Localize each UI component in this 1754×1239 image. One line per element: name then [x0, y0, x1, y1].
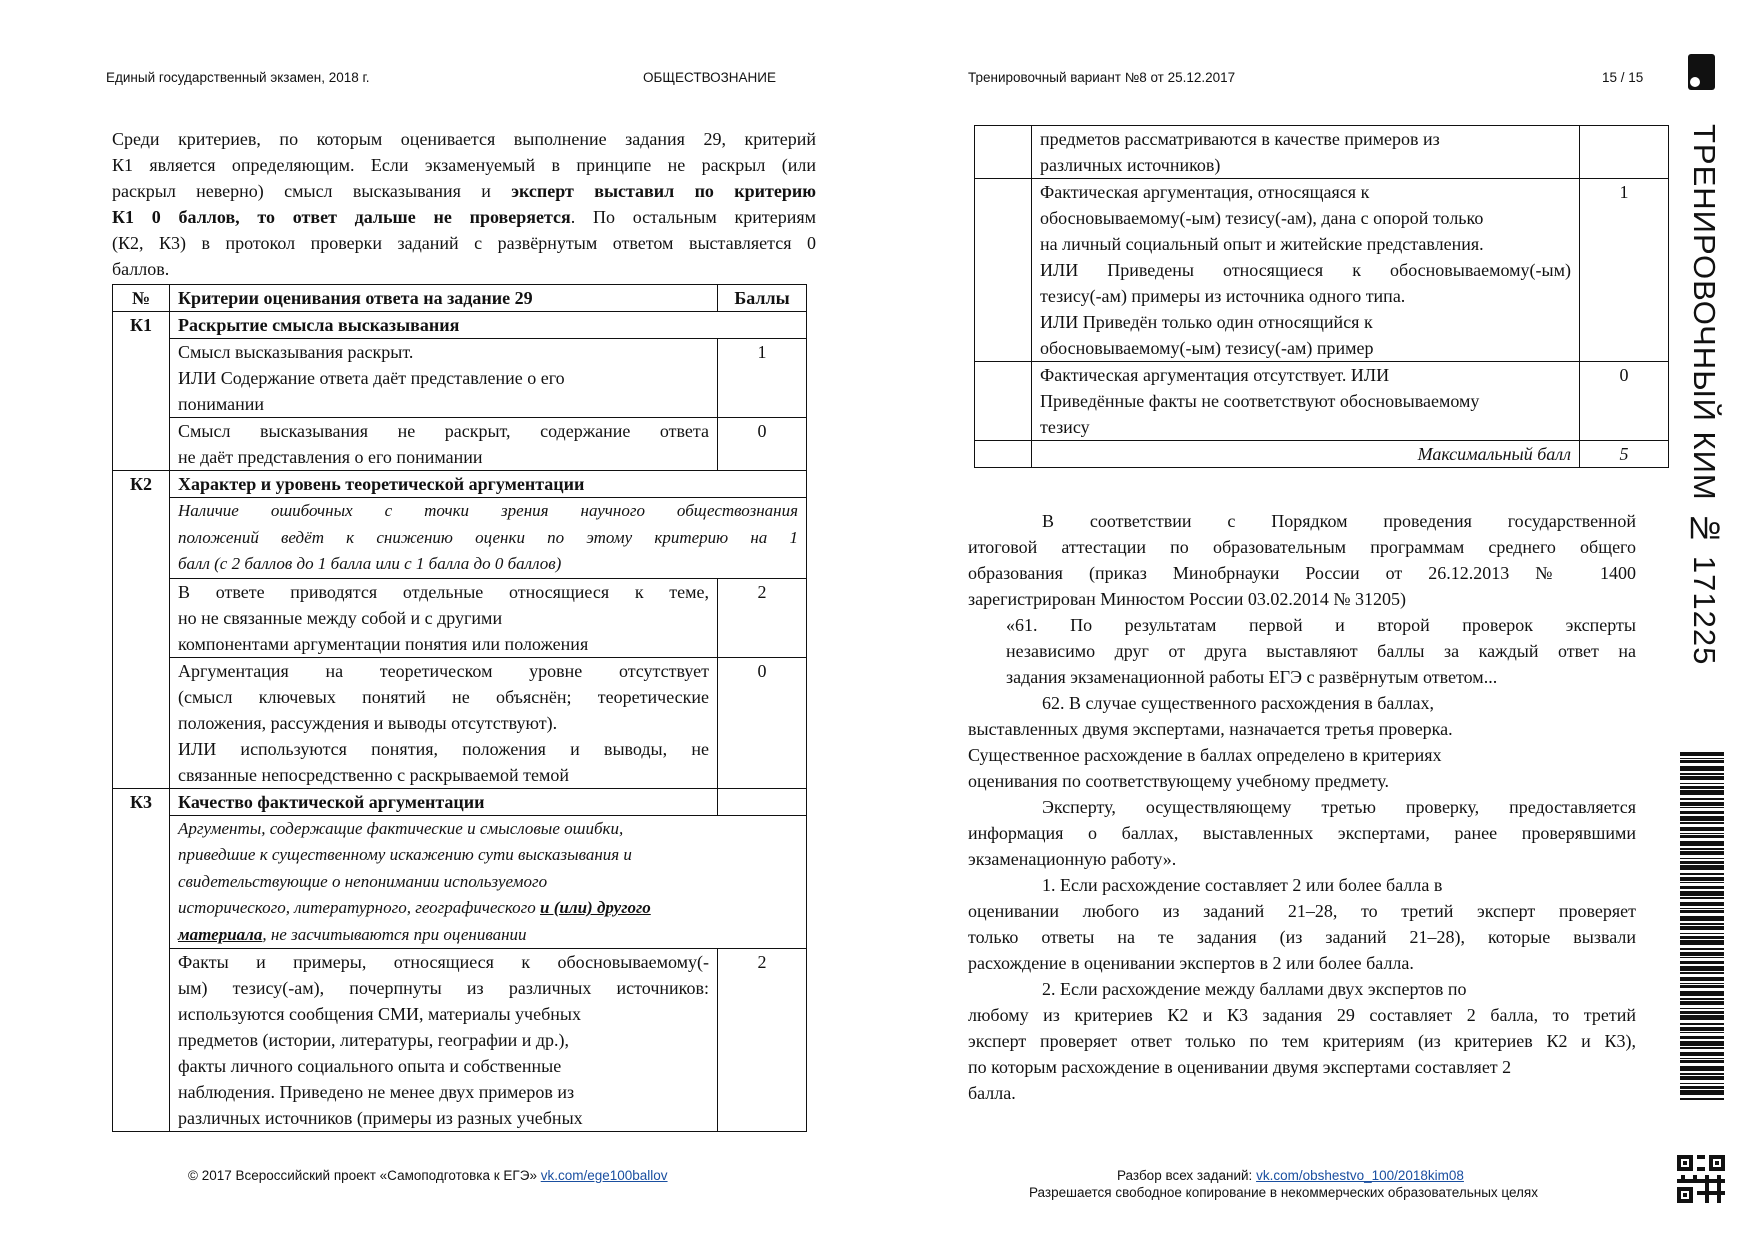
- empty-cell: [975, 362, 1032, 441]
- criterion-line: Фактическая аргументация, относящаяся к: [1040, 182, 1370, 202]
- note-text: , не засчитываются при оценивании: [262, 924, 527, 944]
- criterion-line: ИЛИ Приведены относящиеся к обосновываемому(-ым): [1040, 260, 1571, 280]
- col-points-header: Баллы: [718, 285, 807, 312]
- criterion-line: ИЛИ Содержание ответа даёт представление о его: [178, 368, 565, 388]
- max-score-label: Максимальный балл: [1032, 441, 1580, 468]
- paragraph-rule-1: [968, 872, 1636, 976]
- text-line: зарегистрирован Минюстом России 03.02.2014 № 31205): [968, 589, 1407, 609]
- k1-title: Раскрытие смысла высказывания: [170, 312, 807, 339]
- footer-right-line1: [1117, 1168, 1464, 1183]
- qr-code-icon: [1677, 1155, 1725, 1203]
- text-line: эксперт проверяет ответ только по тем критериям (из критериев К2 и К3),: [968, 1031, 1636, 1051]
- criterion-points: 2: [718, 949, 807, 1132]
- table-row: [113, 339, 807, 418]
- criterion-line: различных источников (примеры из разных учебных: [178, 1108, 583, 1128]
- k3-note: [170, 815, 807, 949]
- criterion-text: [1032, 126, 1580, 179]
- text-line: независимо друг от друга выставляют баллы за каждый ответ на: [1006, 641, 1636, 661]
- criterion-text: [170, 578, 718, 657]
- criterion-line: Смысл высказывания раскрыт.: [178, 342, 414, 362]
- note-line: Аргументы, содержащие фактические и смысловые ошибки,: [178, 818, 624, 838]
- intro-line: К1 является определяющим. Если экзаменуемый в принципе не раскрыл (или: [112, 155, 816, 175]
- intro-line: баллов.: [112, 259, 170, 279]
- criterion-line: ИЛИ используются понятия, положения и выводы, не: [178, 738, 709, 759]
- text-line: балла.: [968, 1083, 1016, 1103]
- col-criteria-header: Критерии оценивания ответа на задание 29: [170, 285, 718, 312]
- criterion-line: тезису: [1040, 417, 1090, 437]
- corner-marker-icon: [1688, 54, 1715, 90]
- footer-analysis-label: Разбор всех заданий:: [1117, 1168, 1257, 1183]
- criterion-line: В ответе приводятся отдельные относящиеся к теме,: [178, 581, 709, 602]
- quote-62: [968, 690, 1636, 794]
- table-row: [975, 362, 1669, 441]
- k2-title: Характер и уровень теоретической аргументации: [170, 471, 807, 498]
- table-row: [113, 498, 807, 579]
- criterion-line: тезису(-ам) примеры из источника одного типа.: [1040, 286, 1406, 306]
- text-line: итоговой аттестации по образовательным программам среднего общего: [968, 537, 1636, 557]
- note-line: [178, 895, 798, 922]
- criterion-text: [1032, 362, 1580, 441]
- note-emphasis: материала: [178, 924, 263, 944]
- table-row: [113, 578, 807, 657]
- table-row: [975, 126, 1669, 179]
- criterion-text: [1032, 179, 1580, 362]
- criterion-line: ым) тезису(-ам), почерпнуты из различных источников:: [178, 978, 709, 998]
- k3-code: К3: [113, 788, 170, 1132]
- criterion-line: наблюдения. Приведено не менее двух примеров из: [178, 1082, 575, 1102]
- text-line: любому из критериев К2 и К3 задания 29 составляет 2 балла, то третий: [968, 1005, 1636, 1025]
- intro-line: [112, 178, 816, 204]
- criterion-line: различных источников): [1040, 155, 1221, 175]
- criterion-points: 1: [1580, 179, 1669, 362]
- note-line: балл (с 2 баллов до 1 балла или с 1 балла до 0 баллов): [178, 554, 562, 573]
- k2-note: [170, 498, 807, 579]
- criteria-table-left: [112, 284, 807, 1132]
- empty-cell: [975, 441, 1032, 468]
- text-line: 62. В случае существенного расхождения в баллах,: [1042, 693, 1434, 713]
- intro-paragraph: [112, 126, 816, 282]
- text-line: Эксперту, осуществляющему третью проверку, предоставляется: [1042, 797, 1636, 817]
- table-header-row: [113, 285, 807, 312]
- footer-copyright: © 2017 Всероссийский проект «Самоподготовка к ЕГЭ»: [188, 1168, 541, 1183]
- note-line: свидетельствующие о непонимании используемого: [178, 871, 548, 891]
- empty-cell: [1580, 126, 1669, 179]
- text-line: Существенное расхождение в баллах определено в критериях: [968, 745, 1442, 765]
- table-row: [975, 179, 1669, 362]
- intro-text: раскрыл неверно) смысл высказывания и: [112, 181, 512, 201]
- k3-title: Качество фактической аргументации: [170, 788, 718, 815]
- intro-text: . По остальным критериям: [570, 207, 816, 227]
- criterion-points: 2: [718, 578, 807, 657]
- criterion-points: 0: [1580, 362, 1669, 441]
- intro-bold: К1 0 баллов, то ответ дальше не проверяется: [112, 207, 571, 227]
- criterion-points: 0: [718, 418, 807, 471]
- criterion-line: Фактическая аргументация отсутствует. ИЛИ: [1040, 365, 1390, 385]
- criteria-table-right: [974, 125, 1669, 468]
- text-line: оценивания по соответствующему учебному предмету.: [968, 771, 1389, 791]
- paragraph-rule-2: [968, 976, 1636, 1106]
- barcode-icon: [1680, 752, 1724, 1100]
- note-line: [178, 922, 798, 949]
- text-line: экзаменационную работу».: [968, 849, 1177, 869]
- text-line: расхождение в оценивании экспертов в 2 или более балла.: [968, 953, 1414, 973]
- max-score-row: [975, 441, 1669, 468]
- criterion-line: Аргументация на теоретическом уровне отсутствует: [178, 660, 709, 681]
- table-row: [113, 418, 807, 471]
- k1-code: К1: [113, 312, 170, 471]
- criterion-text: [170, 418, 718, 471]
- criterion-line: факты личного социального опыта и собственные: [178, 1056, 562, 1076]
- footer-left: [188, 1168, 668, 1183]
- criterion-line: положения, рассуждения и выводы отсутствуют).: [178, 712, 558, 733]
- text-line: информация о баллах, выставленных экспертами, ранее проверявшими: [968, 823, 1636, 843]
- intro-line: [112, 204, 816, 230]
- header-subject: ОБЩЕСТВОЗНАНИЕ: [643, 70, 776, 85]
- empty-cell: [975, 126, 1032, 179]
- note-line: положений ведёт к снижению оценки по этому критерию на 1: [178, 527, 798, 547]
- paragraph-order: [968, 508, 1636, 612]
- criterion-line: компонентами аргументации понятия или положения: [178, 633, 589, 654]
- header-variant-title: Тренировочный вариант №8 от 25.12.2017: [968, 70, 1236, 85]
- criterion-line: Факты и примеры, относящиеся к обосновываемому(-: [178, 952, 709, 972]
- text-line: 1. Если расхождение составляет 2 или более балла в: [1042, 875, 1443, 895]
- criterion-text: [170, 657, 718, 788]
- criterion-text: [170, 339, 718, 418]
- criterion-line: Приведённые факты не соответствуют обосновываемому: [1040, 391, 1480, 411]
- header-exam-title: Единый государственный экзамен, 2018 г.: [106, 70, 370, 85]
- criterion-line: предметов (истории, литературы, географии и др.),: [178, 1030, 569, 1050]
- criterion-line: предметов рассматриваются в качестве примеров из: [1040, 129, 1440, 149]
- quote-61: [968, 612, 1636, 690]
- criterion-text: [170, 949, 718, 1132]
- criterion-line: обосновываемому(-ым) тезису(-ам) пример: [1040, 338, 1374, 358]
- criterion-line: понимании: [178, 394, 265, 414]
- footer-copy-notice: Разрешается свободное копирование в некоммерческих образовательных целях: [1029, 1185, 1538, 1200]
- note-emphasis: и (или) другого: [540, 898, 651, 917]
- max-score-value: 5: [1580, 441, 1669, 468]
- criterion-line: Смысл высказывания не раскрыт, содержание ответа: [178, 421, 709, 441]
- criterion-line: не даёт представления о его понимании: [178, 447, 483, 467]
- table-row: [113, 657, 807, 788]
- k1-section-row: [113, 312, 807, 339]
- col-number-header: №: [113, 285, 170, 312]
- criterion-line: связанные непосредственно с раскрываемой темой: [178, 764, 570, 785]
- footer-left-link[interactable]: vk.com/ege100ballov: [540, 1168, 668, 1183]
- criterion-line: (смысл ключевых понятий не объяснён; теоретические: [178, 686, 709, 707]
- text-line: В соответствии с Порядком проведения государственной: [1042, 511, 1636, 531]
- text-line: 2. Если расхождение между баллами двух экспертов по: [1042, 979, 1467, 999]
- criterion-line: ИЛИ Приведён только один относящийся к: [1040, 312, 1373, 332]
- vertical-variant-title: ТРЕНИРОВОЧНЫЙ КИМ № 171225: [1687, 124, 1722, 666]
- paragraph-expert: [968, 794, 1636, 872]
- criterion-line: но не связанные между собой и с другими: [178, 607, 503, 628]
- text-line: выставленных двумя экспертами, назначается третья проверка.: [968, 719, 1453, 739]
- intro-bold: эксперт выставил по критерию: [511, 181, 816, 201]
- table-row: [113, 815, 807, 949]
- text-line: оценивании любого из заданий 21–28, то третий эксперт проверяет: [968, 901, 1636, 921]
- table-row: [113, 949, 807, 1132]
- empty-cell: [718, 788, 807, 815]
- text-line: «61. По результатам первой и второй проверок эксперты: [1006, 615, 1636, 635]
- intro-line: Среди критериев, по которым оценивается выполнение задания 29, критерий: [112, 129, 816, 149]
- intro-line: (К2, К3) в протокол проверки заданий с развёрнутым ответом выставляется 0: [112, 233, 816, 253]
- right-text: [968, 508, 1636, 1106]
- criterion-line: обосновываемому(-ым) тезису(-ам), дана с опорой только: [1040, 208, 1484, 228]
- criterion-line: на личный социальный опыт и житейские представления.: [1040, 234, 1484, 254]
- k2-code: К2: [113, 471, 170, 789]
- k3-section-row: [113, 788, 807, 815]
- note-line: Наличие ошибочных с точки зрения научного обществознания: [178, 501, 798, 520]
- text-line: по которым расхождение в оценивании двумя экспертами составляет 2: [968, 1057, 1512, 1077]
- criterion-points: 1: [718, 339, 807, 418]
- k2-section-row: [113, 471, 807, 498]
- text-line: задания экзаменационной работы ЕГЭ с развёрнутым ответом...: [1006, 667, 1498, 687]
- empty-cell: [975, 179, 1032, 362]
- text-line: только ответы на те задания (из заданий 21–28), которые вызвали: [968, 927, 1636, 947]
- criterion-line: используются сообщения СМИ, материалы учебных: [178, 1004, 581, 1024]
- note-text: исторического, литературного, географического: [178, 898, 541, 917]
- page-number: 15 / 15: [1602, 70, 1644, 85]
- note-line: приведшие к существенному искажению сути высказывания и: [178, 845, 632, 864]
- criterion-points: 0: [718, 657, 807, 788]
- footer-right-link[interactable]: vk.com/obshestvo_100/2018kim08: [1256, 1168, 1464, 1183]
- text-line: образования (приказ Минобрнауки России от 26.12.2013 № 1400: [968, 563, 1636, 583]
